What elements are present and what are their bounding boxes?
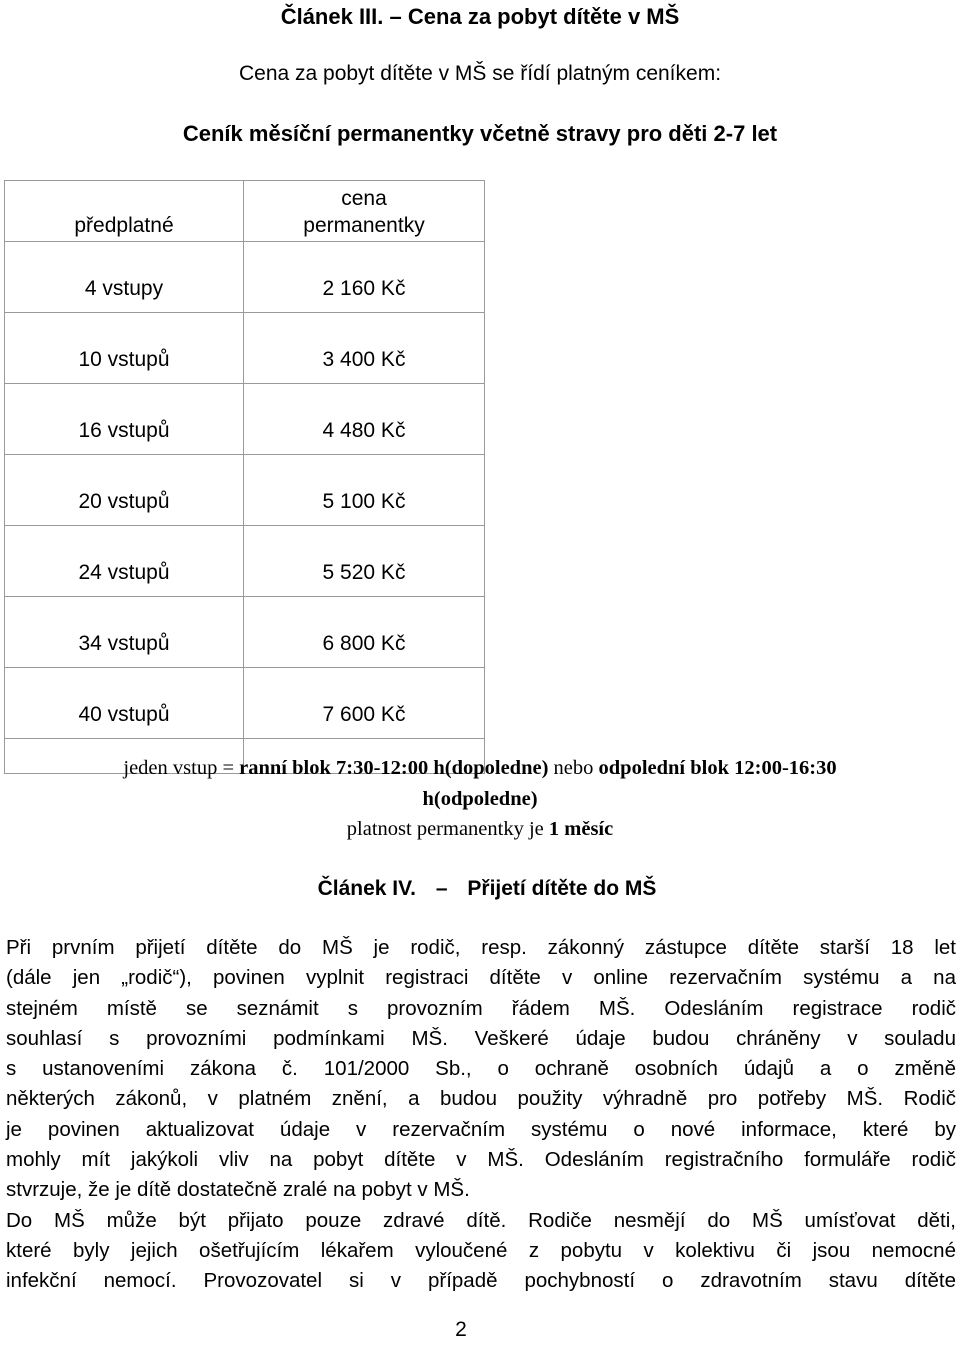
validity-label: platnost permanentky je <box>346 818 549 840</box>
table-row <box>5 242 485 313</box>
price-cell: 3 400 Kč <box>244 313 485 384</box>
price-intro: Cena za pobyt dítěte v MŠ se řídí platným ceníkem: <box>238 62 722 85</box>
paragraph-line: některých zákonů, v platném znění, a budou použity výhradně pro potřeby MŠ. Rodič <box>6 1087 956 1111</box>
entries-cell: 40 vstupů <box>5 668 244 739</box>
entries-cell: 10 vstupů <box>5 313 244 384</box>
entries-cell: 4 vstupy <box>5 242 244 313</box>
paragraph-line: (dále jen „rodič“), povinen vyplnit registraci dítěte v online rezervačním systému a na <box>6 966 956 990</box>
page-number: 2 <box>455 1318 467 1341</box>
price-table-header <box>5 181 485 242</box>
price-cell: 6 800 Kč <box>244 597 485 668</box>
validity-value: 1 měsíc <box>548 818 614 840</box>
admission-paragraph <box>6 933 956 1297</box>
entries-cell: 20 vstupů <box>5 455 244 526</box>
paragraph-line: Do MŠ může být přijato pouze zdravé dítě. Rodiče nesmějí do MŠ umísťovat děti, <box>6 1208 956 1232</box>
header-price-line1: cena <box>341 187 387 210</box>
price-cell: 5 100 Kč <box>244 455 485 526</box>
article-4-number: Článek IV. <box>317 877 417 900</box>
article-3-number: Článek III. <box>280 4 384 29</box>
paragraph-line: infekční nemocí. Provozovatel si v případě pochybností o zdravotním stavu dítěte <box>6 1269 956 1293</box>
table-row <box>5 526 485 597</box>
validity-note <box>0 818 960 841</box>
table-row <box>5 455 485 526</box>
table-row <box>5 668 485 739</box>
price-cell: 5 520 Kč <box>244 526 485 597</box>
entry-definition-lead: jeden vstup = <box>123 757 240 779</box>
paragraph-line: Při prvním přijetí dítěte do MŠ je rodič, resp. zákonný zástupce dítěte starší 18 let <box>6 936 956 959</box>
paragraph-line: mohly mít jakýkoli vliv na pobyt dítěte v MŠ. Odesláním registračního formuláře rodič <box>6 1148 956 1172</box>
afternoon-block-suffix: h(odpoledne) <box>422 788 538 810</box>
paragraph-line: s ustanoveními zákona č. 101/2000 Sb., o ochraně osobních údajů a o změně <box>6 1057 956 1081</box>
entry-definition-or: nebo <box>548 757 599 779</box>
article-4-heading <box>0 877 960 901</box>
price-table-title: Ceník měsíční permanentky včetně stravy pro děti 2-7 let <box>182 121 778 146</box>
table-row <box>5 597 485 668</box>
article-4-title: Přijetí dítěte do MŠ <box>467 877 657 900</box>
paragraph-line: je povinen aktualizovat údaje v rezervačním systému o nové informace, které by <box>6 1117 956 1141</box>
paragraph-line: které byly jejich ošetřujícím lékařem vyloučené z pobytu v kolektivu či jsou nemocné <box>6 1238 956 1262</box>
article-3-dash: – <box>389 4 402 29</box>
entry-definition <box>0 757 960 780</box>
paragraph-line: stejném místě se seznámit s provozním řádem MŠ. Odesláním registrace rodič <box>6 996 956 1020</box>
price-cell: 4 480 Kč <box>244 384 485 455</box>
entries-cell: 16 vstupů <box>5 384 244 455</box>
header-subscription: předplatné <box>5 181 244 242</box>
entries-cell: 34 vstupů <box>5 597 244 668</box>
paragraph-line: souhlasí s provozními podmínkami MŠ. Veškeré údaje budou chráněny v souladu <box>6 1026 956 1050</box>
table-row <box>5 384 485 455</box>
article-3-heading <box>0 4 960 30</box>
article-4-dash: – <box>435 877 448 900</box>
header-price <box>244 181 485 242</box>
paragraph-line: stvrzuje, že je dítě dostatečně zralé na pobyt v MŠ. <box>6 1178 470 1202</box>
price-cell: 2 160 Kč <box>244 242 485 313</box>
price-table <box>4 180 485 774</box>
entries-cell: 24 vstupů <box>5 526 244 597</box>
price-cell: 7 600 Kč <box>244 668 485 739</box>
afternoon-block: odpolední blok 12:00-16:30 <box>598 757 837 779</box>
morning-block: ranní blok 7:30-12:00 h(dopoledne) <box>239 757 549 779</box>
table-row <box>5 313 485 384</box>
article-3-title: Cena za pobyt dítěte v MŠ <box>407 4 680 29</box>
header-price-line2: permanentky <box>303 214 425 237</box>
